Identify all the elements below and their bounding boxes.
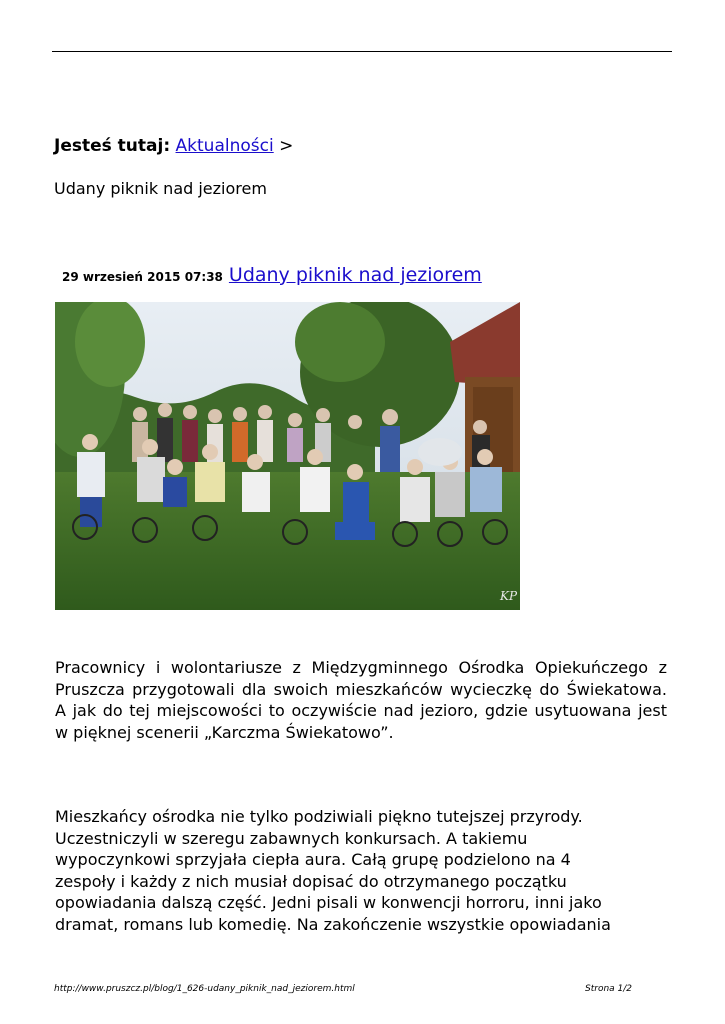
breadcrumb-link-aktualnosci[interactable]: Aktualności bbox=[175, 136, 274, 156]
post-header bbox=[62, 264, 482, 286]
body-paragraph-2 bbox=[55, 806, 667, 935]
paragraph-line: wypoczynkowi sprzyjała ciepła aura. Całą grupę podzielono na 4 bbox=[55, 850, 571, 869]
breadcrumb-label: Jesteś tutaj: bbox=[54, 136, 171, 156]
paragraph-line: Uczestniczyli w szeregu zabawnych konkursach. A takiemu bbox=[55, 828, 528, 848]
post-title-link[interactable]: Udany piknik nad jeziorem bbox=[228, 264, 482, 286]
post-date: 29 wrzesień 2015 07:38 bbox=[62, 270, 223, 284]
footer-url: http://www.pruszcz.pl/blog/1_626-udany_piknik_nad_jeziorem.html bbox=[54, 984, 355, 994]
paragraph-line: zespoły i każdy z nich musiał dopisać do otrzymanego początku bbox=[55, 871, 567, 891]
breadcrumb-separator: > bbox=[279, 136, 294, 156]
top-divider bbox=[52, 51, 672, 52]
paragraph-line: Mieszkańcy ośrodka nie tylko podziwiali piękno tutejszej przyrody. bbox=[55, 807, 583, 826]
footer-page-number: Strona 1/2 bbox=[585, 984, 633, 994]
body-paragraph-1: Pracownicy i wolontariusze z Międzygminnego Ośrodka Opiekuńczego z Pruszcza przygotowali dla swoich mieszkańców wycieczkę do Świekatowa. A jak do tej miejscowości to oczywiście nad jezioro, gdzie usytuowana jest w pięknej scenerii „Karczma Świekatowo”. bbox=[55, 658, 667, 742]
group-photo bbox=[55, 302, 520, 610]
breadcrumb bbox=[54, 136, 293, 156]
page-title: Udany piknik nad jeziorem bbox=[54, 179, 267, 198]
photo-watermark: KP bbox=[500, 589, 518, 603]
paragraph-line: opowiadania dalszą część. Jedni pisali w konwencji horroru, inni jako bbox=[55, 893, 602, 912]
paragraph-line: dramat, romans lub komedię. Na zakończenie wszystkie opowiadania bbox=[55, 914, 611, 934]
